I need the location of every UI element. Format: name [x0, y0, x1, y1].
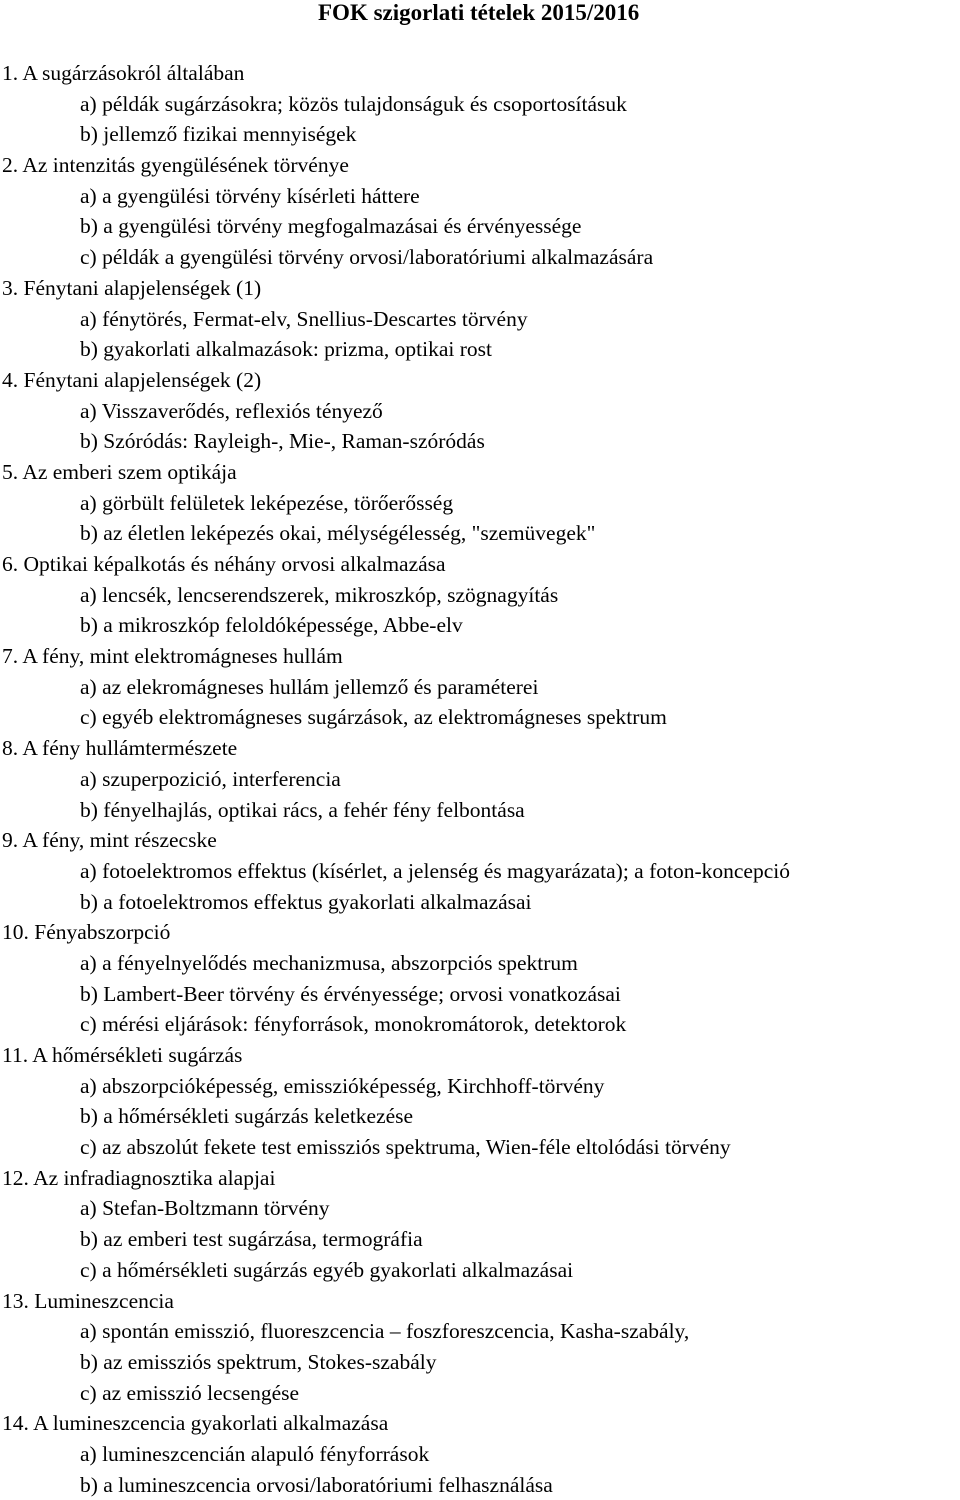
subtopic-item: b) a mikroszkóp feloldóképessége, Abbe-elv	[80, 613, 463, 638]
subtopic-item: b) az emberi test sugárzása, termográfia	[80, 1227, 423, 1252]
topic-heading: 3. Fénytani alapjelenségek (1)	[2, 275, 262, 300]
subtopic-item: a) szuperpozició, interferencia	[80, 766, 341, 791]
subtopic-item: a) a gyengülési törvény kísérleti háttere	[80, 183, 420, 208]
subtopic-item: b) a lumineszcencia orvosi/laboratóriumi felhasználása	[80, 1472, 553, 1497]
subtopic-item: c) az emisszió lecsengése	[80, 1380, 300, 1405]
subtopic-item: b) gyakorlati alkalmazások: prizma, optikai rost	[80, 337, 492, 362]
topic-heading: 2. Az intenzitás gyengülésének törvénye	[2, 153, 349, 178]
topic-heading: 10. Fényabszorpció	[2, 920, 171, 945]
topic-heading: 11. A hőmérsékleti sugárzás	[2, 1043, 243, 1067]
subtopic-item: a) a fényelnyelődés mechanizmusa, abszorpciós spektrum	[80, 950, 578, 975]
subtopic-item: b) az életlen leképezés okai, mélységélesség, "szemüvegek"	[80, 521, 596, 546]
subtopic-item: a) fénytörés, Fermat-elv, Snellius-Descartes törvény	[80, 306, 528, 331]
subtopic-item: b) jellemző fizikai mennyiségek	[80, 122, 357, 147]
subtopic-item: a) lencsék, lencserendszerek, mikroszkóp, szögnagyítás	[80, 582, 559, 607]
subtopic-item: b) az emissziós spektrum, Stokes-szabály	[80, 1349, 437, 1374]
subtopic-item: a) lumineszcencián alapuló fényforrások	[80, 1441, 430, 1466]
subtopic-item: b) a fotoelektromos effektus gyakorlati alkalmazásai	[80, 889, 532, 914]
subtopic-item: a) fotoelektromos effektus (kísérlet, a jelenség és magyarázata); a foton-koncepció	[80, 858, 790, 883]
subtopic-item: a) spontán emisszió, fluoreszcencia – foszforeszcencia, Kasha-szabály,	[80, 1319, 690, 1344]
subtopic-item: b) Szóródás: Rayleigh-, Mie-, Raman-szóródás	[80, 429, 485, 454]
subtopic-item: c) egyéb elektromágneses sugárzások, az elektromágneses spektrum	[80, 705, 667, 730]
subtopic-item: a) példák sugárzásokra; közös tulajdonságuk és csoportosításuk	[80, 91, 627, 116]
topic-heading: 8. A fény hullámtermészete	[2, 736, 238, 761]
subtopic-item: b) a hőmérsékleti sugárzás keletkezése	[80, 1104, 414, 1129]
topic-heading: 12. Az infradiagnosztika alapjai	[2, 1165, 276, 1190]
topic-heading: 4. Fénytani alapjelenségek (2)	[2, 367, 262, 392]
topic-list	[0, 58, 960, 1500]
topic-heading: 1. A sugárzásokról általában	[2, 61, 245, 85]
topic-heading: 6. Optikai képalkotás és néhány orvosi alkalmazása	[2, 552, 446, 576]
document-title: FOK szigorlati tételek 2015/2016	[318, 0, 640, 25]
topic-heading: 5. Az emberi szem optikája	[2, 459, 237, 484]
topic-heading: 9. A fény, mint részecske	[2, 828, 217, 853]
subtopic-item: c) példák a gyengülési törvény orvosi/laboratóriumi alkalmazására	[80, 245, 654, 270]
topic-heading: 13. Lumineszcencia	[2, 1288, 174, 1313]
subtopic-item: b) Lambert-Beer törvény és érvényessége; orvosi vonatkozásai	[80, 981, 621, 1006]
subtopic-item: c) az abszolút fekete test emissziós spektruma, Wien-féle eltolódási törvény	[80, 1135, 731, 1160]
subtopic-item: a) görbült felületek leképezése, törőerősség	[80, 490, 454, 515]
subtopic-item: b) a gyengülési törvény megfogalmazásai és érvényessége	[80, 214, 582, 239]
subtopic-item: a) Visszaverődés, reflexiós tényező	[80, 398, 383, 423]
subtopic-item: a) az elekromágneses hullám jellemző és paraméterei	[80, 674, 539, 699]
subtopic-item: c) a hőmérsékleti sugárzás egyéb gyakorlati alkalmazásai	[80, 1257, 574, 1282]
subtopic-item: a) Stefan-Boltzmann törvény	[80, 1196, 330, 1221]
topic-heading: 7. A fény, mint elektromágneses hullám	[2, 644, 343, 669]
subtopic-item: c) mérési eljárások: fényforrások, monokromátorok, detektorok	[80, 1012, 627, 1037]
topic-heading: 14. A lumineszcencia gyakorlati alkalmazása	[2, 1411, 389, 1436]
subtopic-item: a) abszorpcióképesség, emisszióképesség, Kirchhoff-törvény	[80, 1073, 605, 1098]
subtopic-item: b) fényelhajlás, optikai rács, a fehér fény felbontása	[80, 797, 525, 822]
